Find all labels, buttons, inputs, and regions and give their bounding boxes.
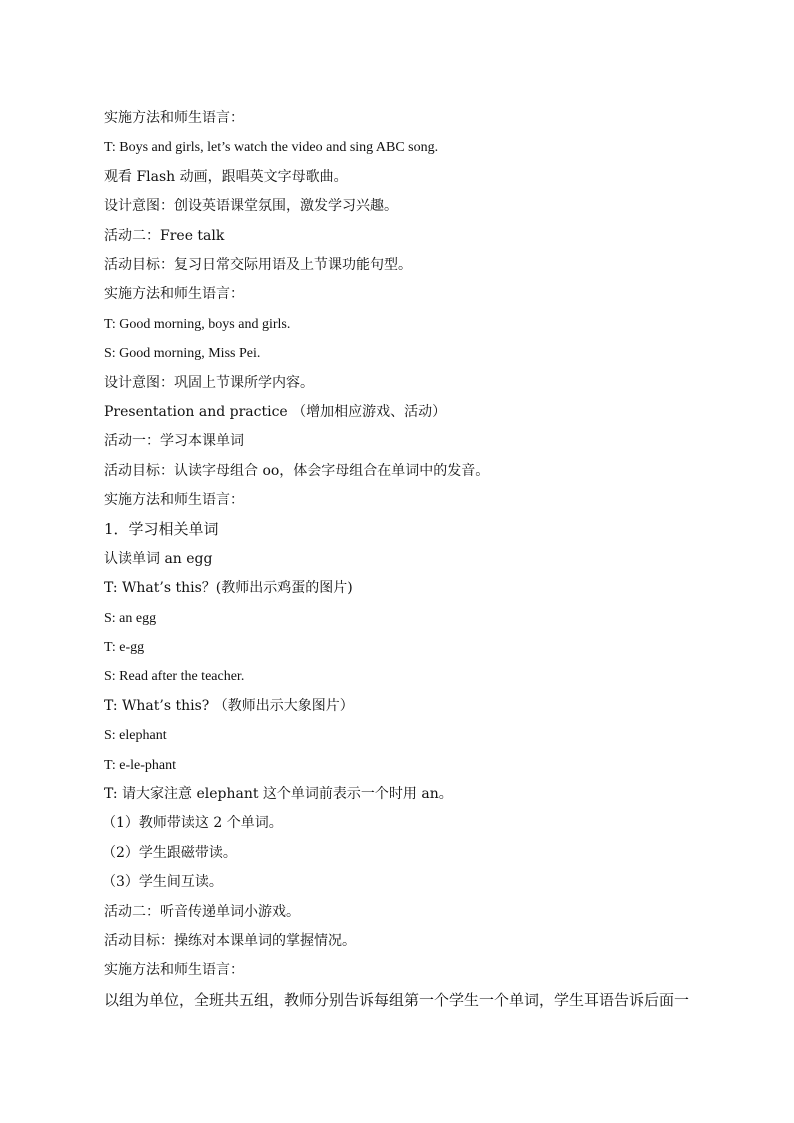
text-line: 实施方法和师生语言： [104, 110, 244, 126]
text-line: T: Boys and girls, let’s watch the video and sing ABC song. [104, 140, 439, 156]
text-line: 以组为单位，全班共五组，教师分别告诉每组第一个学生一个单词，学生耳语告诉后面一 [104, 990, 690, 1009]
text-line: S: Good morning, Miss Pei. [104, 346, 261, 362]
text-line: 观看 Flash 动画，跟唱英文字母歌曲。 [104, 168, 348, 185]
text-line: T: e-gg [104, 640, 145, 656]
text-line: S: Read after the teacher. [104, 669, 245, 685]
text-line: T: What’s this？(教师出示鸡蛋的图片) [104, 580, 353, 597]
text-line: T: e-le-phant [104, 757, 176, 773]
text-line: 设计意图：创设英语课堂氛围，激发学习兴趣。 [104, 198, 398, 215]
text-line: 活动目标：认读字母组合 oo，体会字母组合在单词中的发音。 [104, 462, 490, 479]
text-line: 1．学习相关单词 [104, 520, 219, 539]
text-line: T: What’s this? （教师出示大象图片） [104, 697, 354, 714]
text-line: （2）学生跟磁带读。 [102, 844, 237, 861]
text-line: S: an egg [104, 610, 157, 626]
text-line: 设计意图：巩固上节课所学内容。 [104, 374, 314, 391]
text-line: T: 请大家注意 elephant 这个单词前表示一个时用 an。 [104, 785, 453, 802]
text-line: 实施方法和师生语言： [104, 492, 244, 509]
text-line: 活动二：听音传递单词小游戏。 [104, 903, 300, 920]
text-line: Presentation and practice （增加相应游戏、活动） [104, 403, 447, 420]
text-line: 活动目标：复习日常交际用语及上节课功能句型。 [104, 256, 412, 273]
text-line: （1）教师带读这 2 个单词。 [102, 815, 283, 832]
text-line: 实施方法和师生语言： [104, 286, 244, 303]
text-line: 活动二：Free talk [104, 227, 225, 244]
text-line: 实施方法和师生语言： [104, 962, 244, 979]
text-line: 认读单词 an egg [104, 550, 213, 567]
text-line: 活动目标：操练对本课单词的掌握情况。 [104, 932, 356, 949]
text-line: 活动一：学习本课单词 [104, 433, 244, 450]
text-line: （3）学生间互读。 [102, 874, 223, 891]
document-body [104, 104, 744, 1015]
text-line: S: elephant [104, 728, 167, 744]
text-line: T: Good morning, boys and girls. [104, 316, 291, 332]
